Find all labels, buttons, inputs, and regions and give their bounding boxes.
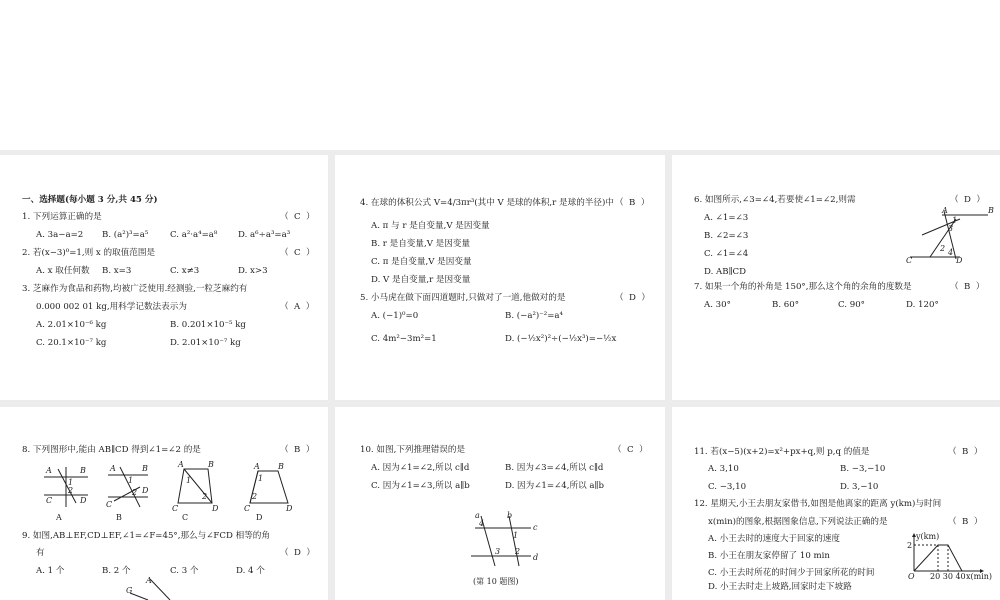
q6-option-a: A. ∠1=∠3 <box>704 213 749 223</box>
q8d-label-a: A <box>254 462 260 471</box>
q6-label-3: 3 <box>948 224 954 233</box>
q5-option-b: B. (−a²)⁻²=a⁴ <box>505 311 564 321</box>
q8b-label-d: D <box>142 486 149 495</box>
q6-label-4: 4 <box>948 248 954 257</box>
q7-option-a: A. 30° <box>704 300 731 310</box>
blank-header-area <box>0 0 1000 150</box>
q12-option-a: A. 小王去时的速度大于回家的速度 <box>708 534 840 544</box>
q6-label-d: D <box>956 256 963 265</box>
q12-graph-origin: O <box>908 572 915 581</box>
q11-option-d: D. 3,−10 <box>840 482 879 492</box>
q5-answer: （ D ） <box>615 293 651 303</box>
q10-stem: 10. 如图,下列推理错误的是 <box>360 445 466 455</box>
q12-option-d: D. 小王去时走上坡路,回家时走下坡路 <box>708 582 852 592</box>
q8a-label-a: A <box>46 466 52 475</box>
q8-fig-label-b: B <box>116 513 122 522</box>
q4-option-b: B. r 是自变量,V 是因变量 <box>371 239 471 249</box>
q9-figure <box>120 575 180 600</box>
q10-label-c: c <box>533 523 538 532</box>
q7-answer: （ B ） <box>950 282 985 292</box>
q8c-label-d: D <box>212 504 219 513</box>
q5-option-c: C. 4m²−3m²=1 <box>371 334 437 344</box>
q10-label-4: 4 <box>479 519 485 528</box>
q3-option-b: B. 0.201×10⁻⁵ kg <box>170 320 246 330</box>
q1-stem: 1. 下列运算正确的是 <box>22 212 102 222</box>
q8c-label-c: C <box>172 504 179 513</box>
q10-answer: （ C ） <box>613 445 648 455</box>
q2-option-a: A. x 取任何数 <box>36 266 90 276</box>
q3-option-d: D. 2.01×10⁻⁷ kg <box>170 338 241 348</box>
q10-label-3: 3 <box>495 547 501 556</box>
q11-option-c: C. −3,10 <box>708 482 747 492</box>
q9-stem-line1: 9. 如图,AB⊥EF,CD⊥EF,∠1=∠F=45°,那么与∠FCD 相等的角 <box>22 531 270 541</box>
q3-stem-line2: 0.000 002 01 kg,用科学记数法表示为 <box>36 302 187 312</box>
q7-option-d: D. 120° <box>906 300 939 310</box>
q9-stem-line2: 有 <box>36 548 45 558</box>
q5-stem: 5. 小马虎在做下面四道题时,只做对了一道,他做对的是 <box>360 293 566 303</box>
q8b-label-c: C <box>106 500 113 509</box>
q8d-label-2: 2 <box>252 492 258 501</box>
q10-option-b: B. 因为∠3=∠4,所以 c∥d <box>505 463 604 473</box>
q11-option-b: B. −3,−10 <box>840 464 886 474</box>
q8-fig-label-c: C <box>182 513 189 522</box>
page-panel-6 <box>672 407 1000 600</box>
q9-option-c: C. 3 个 <box>170 566 199 576</box>
q9-answer: （ D ） <box>280 548 316 558</box>
q6-answer: （ D ） <box>950 195 986 205</box>
q6-label-2: 2 <box>940 244 946 253</box>
q8a-label-b: B <box>80 466 86 475</box>
q2-option-c: C. x≠3 <box>170 266 200 276</box>
q12-stem-line2: x(min)的图象,根据图象信息,下列说法正确的是 <box>708 517 888 527</box>
q1-answer: （ C ） <box>280 212 315 222</box>
q12-option-b: B. 小王在朋友家停留了 10 min <box>708 551 830 561</box>
q2-answer: （ C ） <box>280 248 315 258</box>
q6-label-c: C <box>906 256 913 265</box>
q6-figure <box>900 205 995 265</box>
q10-option-c: C. 因为∠1=∠3,所以 a∥b <box>371 481 470 491</box>
q8-fig-label-d: D <box>256 513 263 522</box>
q3-option-c: C. 20.1×10⁻⁷ kg <box>36 338 107 348</box>
section-title: 一、选择题(每小题 3 分,共 45 分) <box>22 195 158 205</box>
q4-option-d: D. V 是自变量,r 是因变量 <box>371 275 471 285</box>
q7-option-b: B. 60° <box>772 300 800 310</box>
q12-graph-xticks: 20 30 40 <box>930 572 966 581</box>
q6-label-1: 1 <box>952 216 958 225</box>
q6-label-b: B <box>988 206 994 215</box>
q6-option-b: B. ∠2=∠3 <box>704 231 749 241</box>
page-panel-2 <box>335 155 665 400</box>
page-panel-1 <box>0 155 328 400</box>
q10-label-2: 2 <box>515 547 521 556</box>
q10-label-1: 1 <box>513 531 519 540</box>
q8a-label-c: C <box>46 496 53 505</box>
q9-label-g: G <box>126 586 133 595</box>
q12-distance-time-graph <box>906 531 992 579</box>
q12-graph-ylabel: y(km) <box>916 532 940 541</box>
q7-stem: 7. 如果一个角的补角是 150°,那么这个角的余角的度数是 <box>694 282 912 292</box>
q9-option-a: A. 1 个 <box>36 566 65 576</box>
q8d-label-c: C <box>244 504 251 513</box>
q1-option-a: A. 3a−a=2 <box>36 230 84 240</box>
q9-option-b: B. 2 个 <box>102 566 131 576</box>
q11-answer: （ B ） <box>948 447 983 457</box>
q10-figure <box>465 510 545 570</box>
q3-stem-line1: 3. 芝麻作为食品和药物,均被广泛使用.经测验,一粒芝麻约有 <box>22 284 248 294</box>
q5-option-d: D. (−½x²)²÷(−½x³)=−½x <box>505 334 617 344</box>
q8b-label-1: 1 <box>128 476 134 485</box>
q11-stem: 11. 若(x−5)(x+2)=x²+px+q,则 p,q 的值是 <box>694 447 870 457</box>
q8-fig-label-a: A <box>56 513 62 522</box>
q8-figures <box>36 461 296 517</box>
q10-option-a: A. 因为∠1=∠2,所以 c∥d <box>371 463 470 473</box>
q4-option-a: A. π 与 r 是自变量,V 是因变量 <box>371 221 490 231</box>
q8b-label-b: B <box>142 464 148 473</box>
q8a-label-1: 1 <box>68 478 74 487</box>
q8c-label-a: A <box>178 460 184 469</box>
q12-answer: （ B ） <box>948 517 983 527</box>
q8c-label-2: 2 <box>202 492 208 501</box>
q8b-label-a: A <box>110 464 116 473</box>
q11-option-a: A. 3,10 <box>708 464 739 474</box>
q8d-label-d: D <box>286 504 293 513</box>
page-panel-4 <box>0 407 328 600</box>
q6-option-d: D. AB∥CD <box>704 267 747 277</box>
q1-option-d: D. a⁶÷a³=a³ <box>238 230 291 240</box>
q12-option-c: C. 小王去时所花的时间少于回家所花的时间 <box>708 568 875 578</box>
q6-option-c: C. ∠1=∠4 <box>704 249 749 259</box>
q2-stem: 2. 若(x−3)⁰=1,则 x 的取值范围是 <box>22 248 156 258</box>
q4-option-c: C. π 是自变量,V 是因变量 <box>371 257 472 267</box>
q8c-label-1: 1 <box>186 476 192 485</box>
page-panel-5 <box>335 407 665 600</box>
q8b-label-2: 2 <box>132 488 138 497</box>
q10-option-d: D. 因为∠1=∠4,所以 a∥b <box>505 481 605 491</box>
q6-stem: 6. 如图所示,∠3=∠4,若要使∠1=∠2,则需 <box>694 195 856 205</box>
q4-stem: 4. 在球的体积公式 V=4/3πr³(其中 V 是球的体积,r 是球的半径)中 <box>360 198 614 208</box>
q12-stem-line1: 12. 星期天,小王去朋友家借书,如图是他离家的距离 y(km)与时间 <box>694 499 942 509</box>
q9-option-d: D. 4 个 <box>236 566 265 576</box>
q12-graph-xlabel: x(min) <box>966 572 993 581</box>
q10-label-b: b <box>507 511 513 520</box>
q8-stem: 8. 下列图形中,能由 AB∥CD 得到∠1=∠2 的是 <box>22 445 201 455</box>
q12-graph-y2: 2 <box>907 541 913 550</box>
q1-option-b: B. (a²)³=a⁵ <box>102 230 149 240</box>
page-panel-3 <box>672 155 1000 400</box>
q8c-label-b: B <box>208 460 214 469</box>
q2-option-d: D. x>3 <box>238 266 268 276</box>
q10-label-a: a <box>475 511 480 520</box>
q6-label-a: A <box>942 206 948 215</box>
q1-option-c: C. a²·a⁴=a⁸ <box>170 230 218 240</box>
q10-label-d: d <box>533 553 539 562</box>
q8d-label-b: B <box>278 462 284 471</box>
q9-label-a: A <box>146 576 152 585</box>
q8-answer: （ B ） <box>280 445 315 455</box>
q4-answer: （ B ） <box>615 198 650 208</box>
q8a-label-2: 2 <box>68 486 74 495</box>
q3-answer: （ A ） <box>280 302 315 312</box>
q8d-label-1: 1 <box>258 474 264 483</box>
q3-option-a: A. 2.01×10⁻⁶ kg <box>36 320 107 330</box>
q2-option-b: B. x=3 <box>102 266 132 276</box>
q10-caption: (第 10 题图) <box>473 577 519 586</box>
q7-option-c: C. 90° <box>838 300 865 310</box>
q5-option-a: A. (−1)⁰=0 <box>371 311 419 321</box>
q8a-label-d: D <box>80 496 87 505</box>
